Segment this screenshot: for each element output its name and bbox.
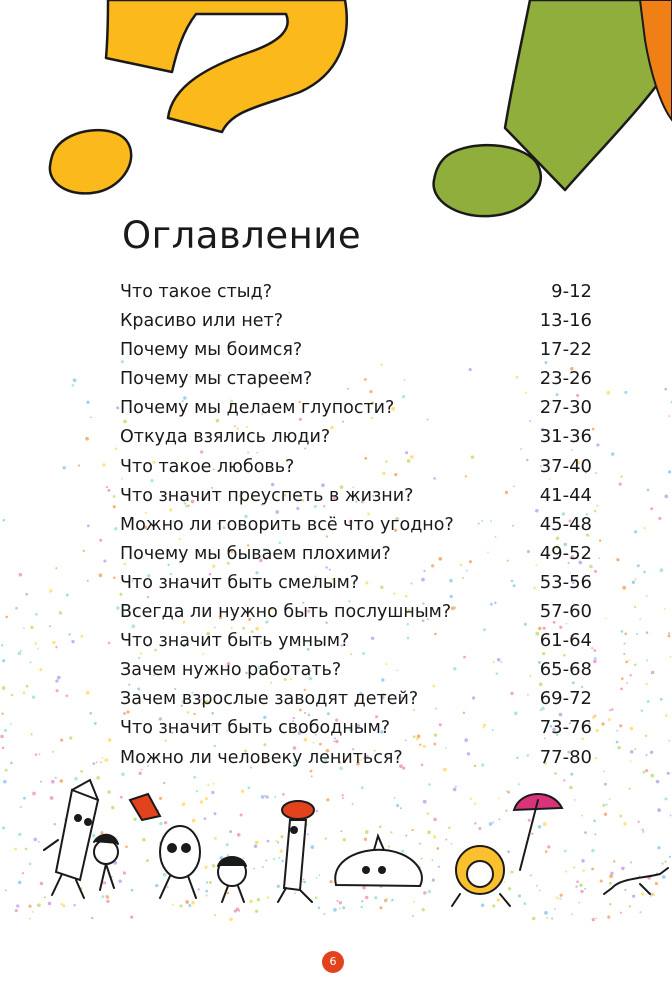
toc-item (120, 688, 592, 717)
toc-item (120, 339, 592, 368)
toc-item-pages: 69-72 (539, 688, 592, 710)
toc-item (120, 485, 592, 514)
toc-item-title: Что значит быть свободным? (120, 718, 391, 739)
toc-item-title: Почему мы боимся? (120, 340, 303, 361)
megaphone-character (130, 794, 200, 898)
umbrella-character (452, 794, 562, 906)
toc-item-title: Почему мы бываем плохими? (120, 543, 391, 564)
page-number-badge: 6 (322, 951, 344, 973)
toc-item (120, 456, 592, 485)
question-mark-icon (50, 0, 347, 193)
toc-item-pages: 65-68 (539, 659, 592, 681)
toc-item (120, 514, 592, 543)
girl-character (94, 835, 118, 890)
toc-item-title: Что такое стыд? (120, 282, 273, 302)
exclamation-mark-icon (434, 0, 668, 216)
page-title: Оглавление (122, 214, 362, 257)
toc-item (120, 572, 592, 601)
cartoon-characters (0, 770, 672, 920)
kid-character (218, 857, 246, 902)
toc-item-title: Зачем нужно работать? (120, 660, 342, 681)
toc-item-pages: 49-52 (539, 542, 592, 564)
toc-item (120, 397, 592, 426)
toc-item-pages: 27-30 (539, 397, 592, 419)
toc-item-pages: 13-16 (539, 310, 592, 332)
toc-item (120, 281, 592, 310)
toc-item-title: Зачем взрослые заводят детей? (120, 689, 419, 710)
toc-item-pages: 61-64 (539, 630, 592, 652)
toc-item-pages: 73-76 (539, 717, 592, 739)
toc-item-title: Что значит быть умным? (120, 631, 350, 652)
toc-item-pages: 23-26 (539, 368, 592, 390)
toc-item-pages: 41-44 (539, 484, 592, 506)
toc-item-pages: 45-48 (539, 513, 592, 535)
toc-item-pages: 53-56 (539, 571, 592, 593)
table-of-contents (120, 281, 592, 776)
toc-item-title: Можно ли человеку лениться? (120, 747, 403, 768)
toc-item-title: Что такое любовь? (120, 456, 295, 477)
toc-item-title: Откуда взялись люди? (120, 427, 331, 448)
toc-item-title: Что значит быть смелым? (120, 572, 360, 593)
toc-item-pages: 37-40 (539, 455, 592, 477)
toc-item-title: Всегда ли нужно быть послушным? (120, 602, 452, 623)
dog-character (604, 868, 668, 894)
toc-item-pages: 77-80 (539, 746, 592, 768)
toc-item-title: Красиво или нет? (120, 311, 284, 332)
toc-item (120, 368, 592, 397)
toc-item (120, 543, 592, 572)
toc-item (120, 426, 592, 455)
toc-item (120, 717, 592, 746)
toc-item (120, 659, 592, 688)
toc-item-title: Почему мы стареем? (120, 369, 313, 390)
toc-item-pages: 9-12 (551, 281, 592, 302)
toc-item (120, 601, 592, 630)
blob-character (335, 836, 422, 886)
toc-item-title: Можно ли говорить всё что угодно? (120, 514, 454, 535)
top-decoration (0, 0, 672, 240)
toc-item (120, 630, 592, 659)
toc-item-title: Что значит преуспеть в жизни? (120, 485, 414, 506)
toc-item-pages: 57-60 (539, 601, 592, 623)
pencil-character (44, 780, 98, 898)
toc-item-title: Почему мы делаем глупости? (120, 398, 395, 419)
toc-item (120, 310, 592, 339)
toc-item-pages: 17-22 (539, 339, 592, 361)
hat-character (278, 801, 314, 902)
toc-item-pages: 31-36 (539, 426, 592, 448)
